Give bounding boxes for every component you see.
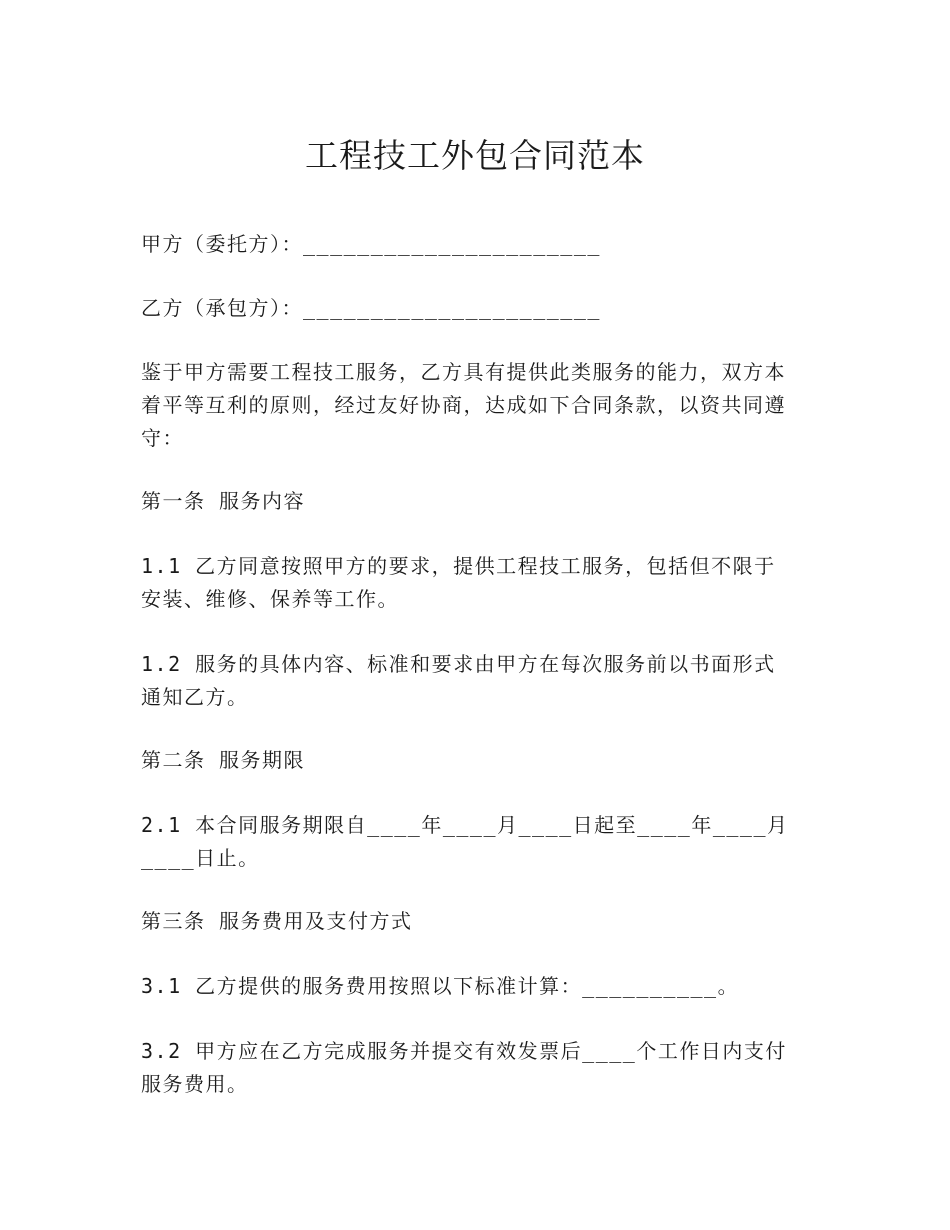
document-title: 工程技工外包合同范本 [305,136,645,175]
article-2-heading: 第二条 服务期限 [141,748,306,772]
article-1-heading: 第一条 服务内容 [141,489,306,513]
clause-1-1: 1.1 乙方同意按照甲方的要求，提供工程技工服务，包括但不限于安装、维修、保养等工作。 [141,554,776,611]
party-a-line: 甲方（委托方）：______________________ [141,232,601,256]
clause-3-1: 3.1 乙方提供的服务费用按照以下标准计算：__________。 [141,974,740,998]
clause-2-1: 2.1 本合同服务期限自____年____月____日起至____年____月____日止。 [141,813,789,870]
preamble-paragraph: 鉴于甲方需要工程技工服务，乙方具有提供此类服务的能力，双方本着平等互利的原则，经过友好协商，达成如下合同条款，以资共同遵守： [141,360,786,450]
party-b-line: 乙方（承包方）：______________________ [141,296,601,320]
article-3-heading: 第三条 服务费用及支付方式 [141,909,413,933]
clause-3-2: 3.2 甲方应在乙方完成服务并提交有效发票后____个工作日内支付服务费用。 [141,1039,787,1096]
clause-1-2: 1.2 服务的具体内容、标准和要求由甲方在每次服务前以书面形式通知乙方。 [141,652,776,709]
